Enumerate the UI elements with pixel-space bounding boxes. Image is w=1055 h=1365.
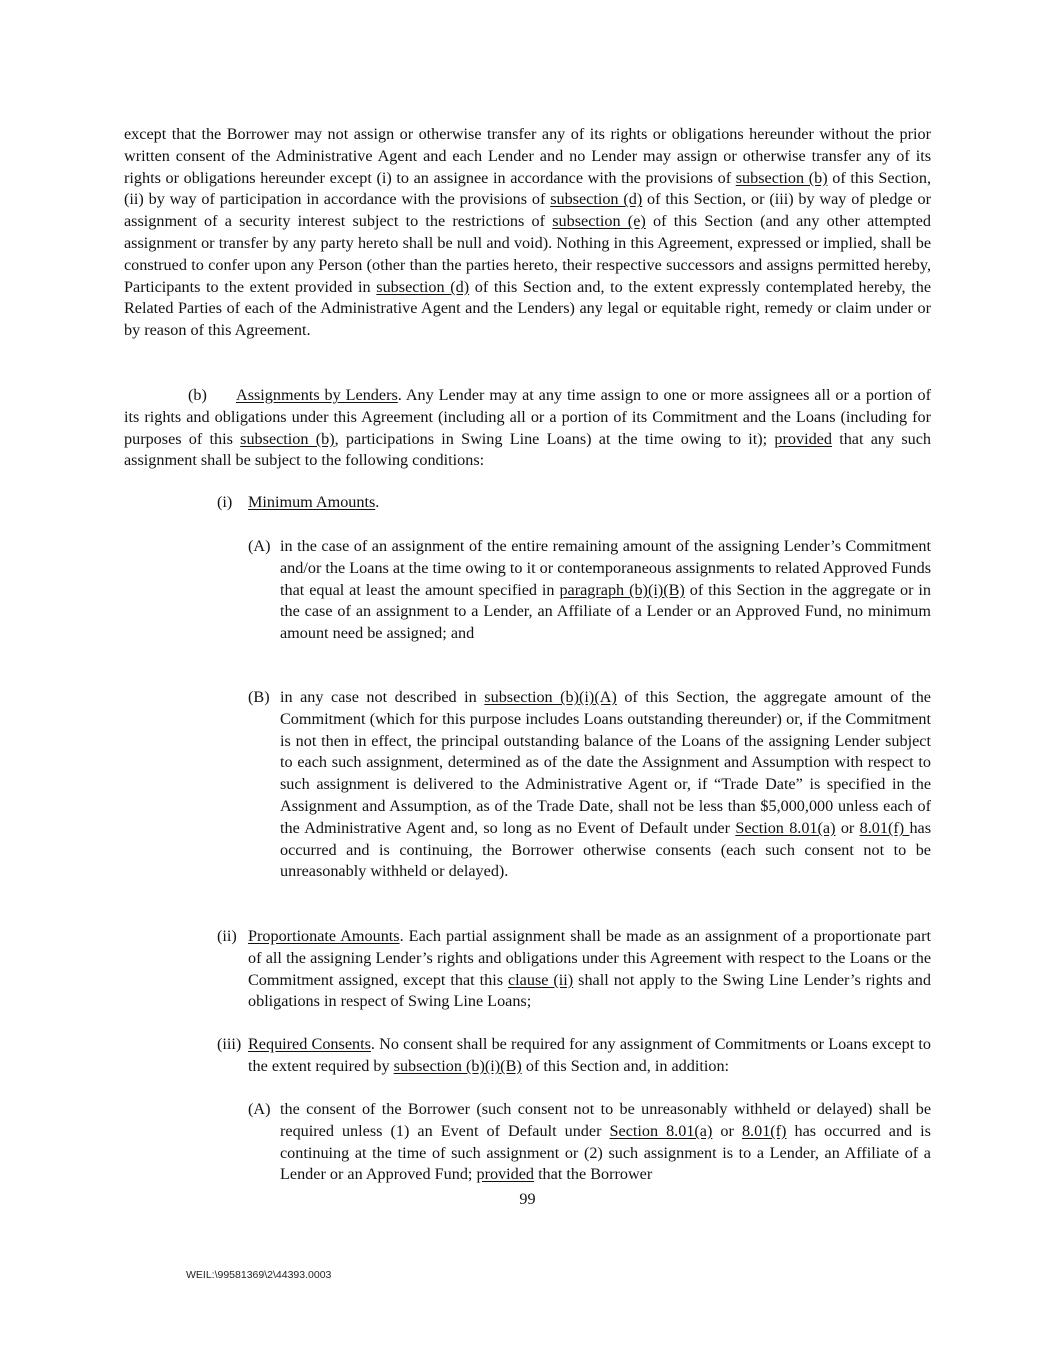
xref-section-8-01-a-2: Section 8.01(a) — [609, 1121, 713, 1140]
provided-term-2: provided — [476, 1165, 535, 1184]
item-iii-heading: Required Consents — [248, 1035, 371, 1053]
item-iii-a-label: (A) — [248, 1100, 271, 1118]
provided-term: provided — [774, 429, 832, 448]
xref-subsection-b: subsection (b) — [735, 168, 828, 187]
item-i-b-label: (B) — [248, 688, 270, 706]
intro-paragraph: except that the Borrower may not assign or otherwise transfer any of its rights or obligations hereunder without the prior written consent of the Administrative Agent and each Lender and no Lender may assign or otherwise transfer any of its rights or obligations hereunder except (i) to an assignee in accordance with the provisions of subsection (b) of this Section, (ii) by way of participation in accordance with the provisions of subsection (d) of this Section, or (iii) by way of pledge or assignment of a security interest subject to the restrictions of subsection (e) of this Section (and any other attempted assignment or transfer by any party hereto shall be null and void). Nothing in this Agreement, expressed or implied, shall be construed to confer upon any Person (other than the parties hereto, their respective successors and assigns permitted hereby, Participants to the extent provided in subsection (d) of this Section and, to the extent expressly contemplated hereby, the Related Parties of each of the Administrative Agent and the Lenders) any legal or equitable right, remedy or claim under or by reason of this Agreement. — [124, 125, 932, 340]
xref-subsection-b-i-a: subsection (b)(i)(A) — [484, 688, 617, 706]
xref-section-8-01-f: 8.01(f) — [859, 818, 910, 837]
xref-clause-ii: clause (ii) — [507, 970, 574, 989]
xref-subsection-b-i-b: subsection (b)(i)(B) — [393, 1056, 522, 1075]
paragraph-b-label: (b) — [188, 386, 207, 404]
page-number: 99 — [519, 1190, 536, 1208]
item-i-a-label: (A) — [248, 537, 271, 555]
item-i-label: (i) — [217, 493, 233, 511]
document-id: WEIL:\99581369\2\44393.0003 — [186, 1269, 332, 1281]
item-iii-label: (iii) — [217, 1035, 242, 1053]
xref-section-8-01-f-2: 8.01(f) — [741, 1121, 787, 1140]
paragraph-b-heading: Assignments by Lenders — [236, 386, 398, 404]
item-i-heading: Minimum Amounts — [248, 493, 376, 511]
xref-section-8-01-a: Section 8.01(a) — [735, 818, 836, 837]
xref-subsection-e: subsection (e) — [552, 212, 646, 231]
item-ii-heading: Proportionate Amounts — [248, 927, 400, 945]
item-ii-text: Proportionate Amounts. Each partial assignment shall be made as an assignment of a proportionate part of all the assigning Lender’s rights and obligations under this Agreement with respect to the Loans or the Commitment assigned, except that this clause (ii) shall not apply to the Swing Line Lender’s rights and obligations in respect of Swing Line Loans; — [248, 927, 931, 1011]
item-ii-label: (ii) — [217, 927, 237, 945]
xref-paragraph-b-i-b: paragraph (b)(i)(B) — [559, 580, 685, 599]
xref-subsection-d-2: subsection (d) — [376, 277, 470, 296]
xref-subsection-b-2: subsection (b) — [240, 429, 335, 448]
item-iii-a-text: the consent of the Borrower (such consent not to be unreasonably withheld or delayed) shall be required unless (1) an Event of Default under Section 8.01(a) or 8.01(f) has occurred and is continuing at the time of such assignment or (2) such assignment is to a Lender, an Affiliate of a Lender or an Approved Fund; provided that the Borrower — [280, 1100, 931, 1184]
item-i-a-text: in the case of an assignment of the entire remaining amount of the assigning Lender’s Commitment and/or the Loans at the time owing to it or contemporaneous assignments to related Approved Funds that equal at least the amount specified in paragraph (b)(i)(B) of this Section in the aggregate or in the case of an assignment to a Lender, an Affiliate of a Lender or an Approved Fund, no minimum amount need be assigned; and — [280, 537, 931, 643]
item-i-heading-line: Minimum Amounts. — [248, 493, 380, 511]
item-iii-text: Required Consents. No consent shall be required for any assignment of Commitments or Loans except to the extent required by subsection (b)(i)(B) of this Section and, in addition: — [248, 1035, 931, 1075]
item-i-b-text: in any case not described in subsection (b)(i)(A) of this Section, the aggregate amount of the Commitment (which for this purpose includes Loans outstanding thereunder) or, if the Commitment is not then in effect, the principal outstanding balance of the Loans of the assigning Lender subject to each such assignment, determined as of the date the Assignment and Assumption with respect to such assignment is delivered to the Administrative Agent or, if “Trade Date” is specified in the Assignment and Assumption, as of the Trade Date, shall not be less than $5,000,000 unless each of the Administrative Agent and, so long as no Event of Default under Section 8.01(a) or 8.01(f) has occurred and is continuing, the Borrower otherwise consents (each such consent not to be unreasonably withheld or delayed). — [280, 688, 932, 881]
xref-subsection-d: subsection (d) — [550, 190, 643, 209]
paragraph-b: (b) Assignments by Lenders. Any Lender may at any time assign to one or more assignees all or a portion of its rights and obligations under this Agreement (including all or a portion of its Commitment and the Loans (including for purposes of this subsection (b), participations in Swing Line Loans) at the time owing to it); provided that any such assignment shall be subject to the following conditions: — [124, 386, 932, 470]
